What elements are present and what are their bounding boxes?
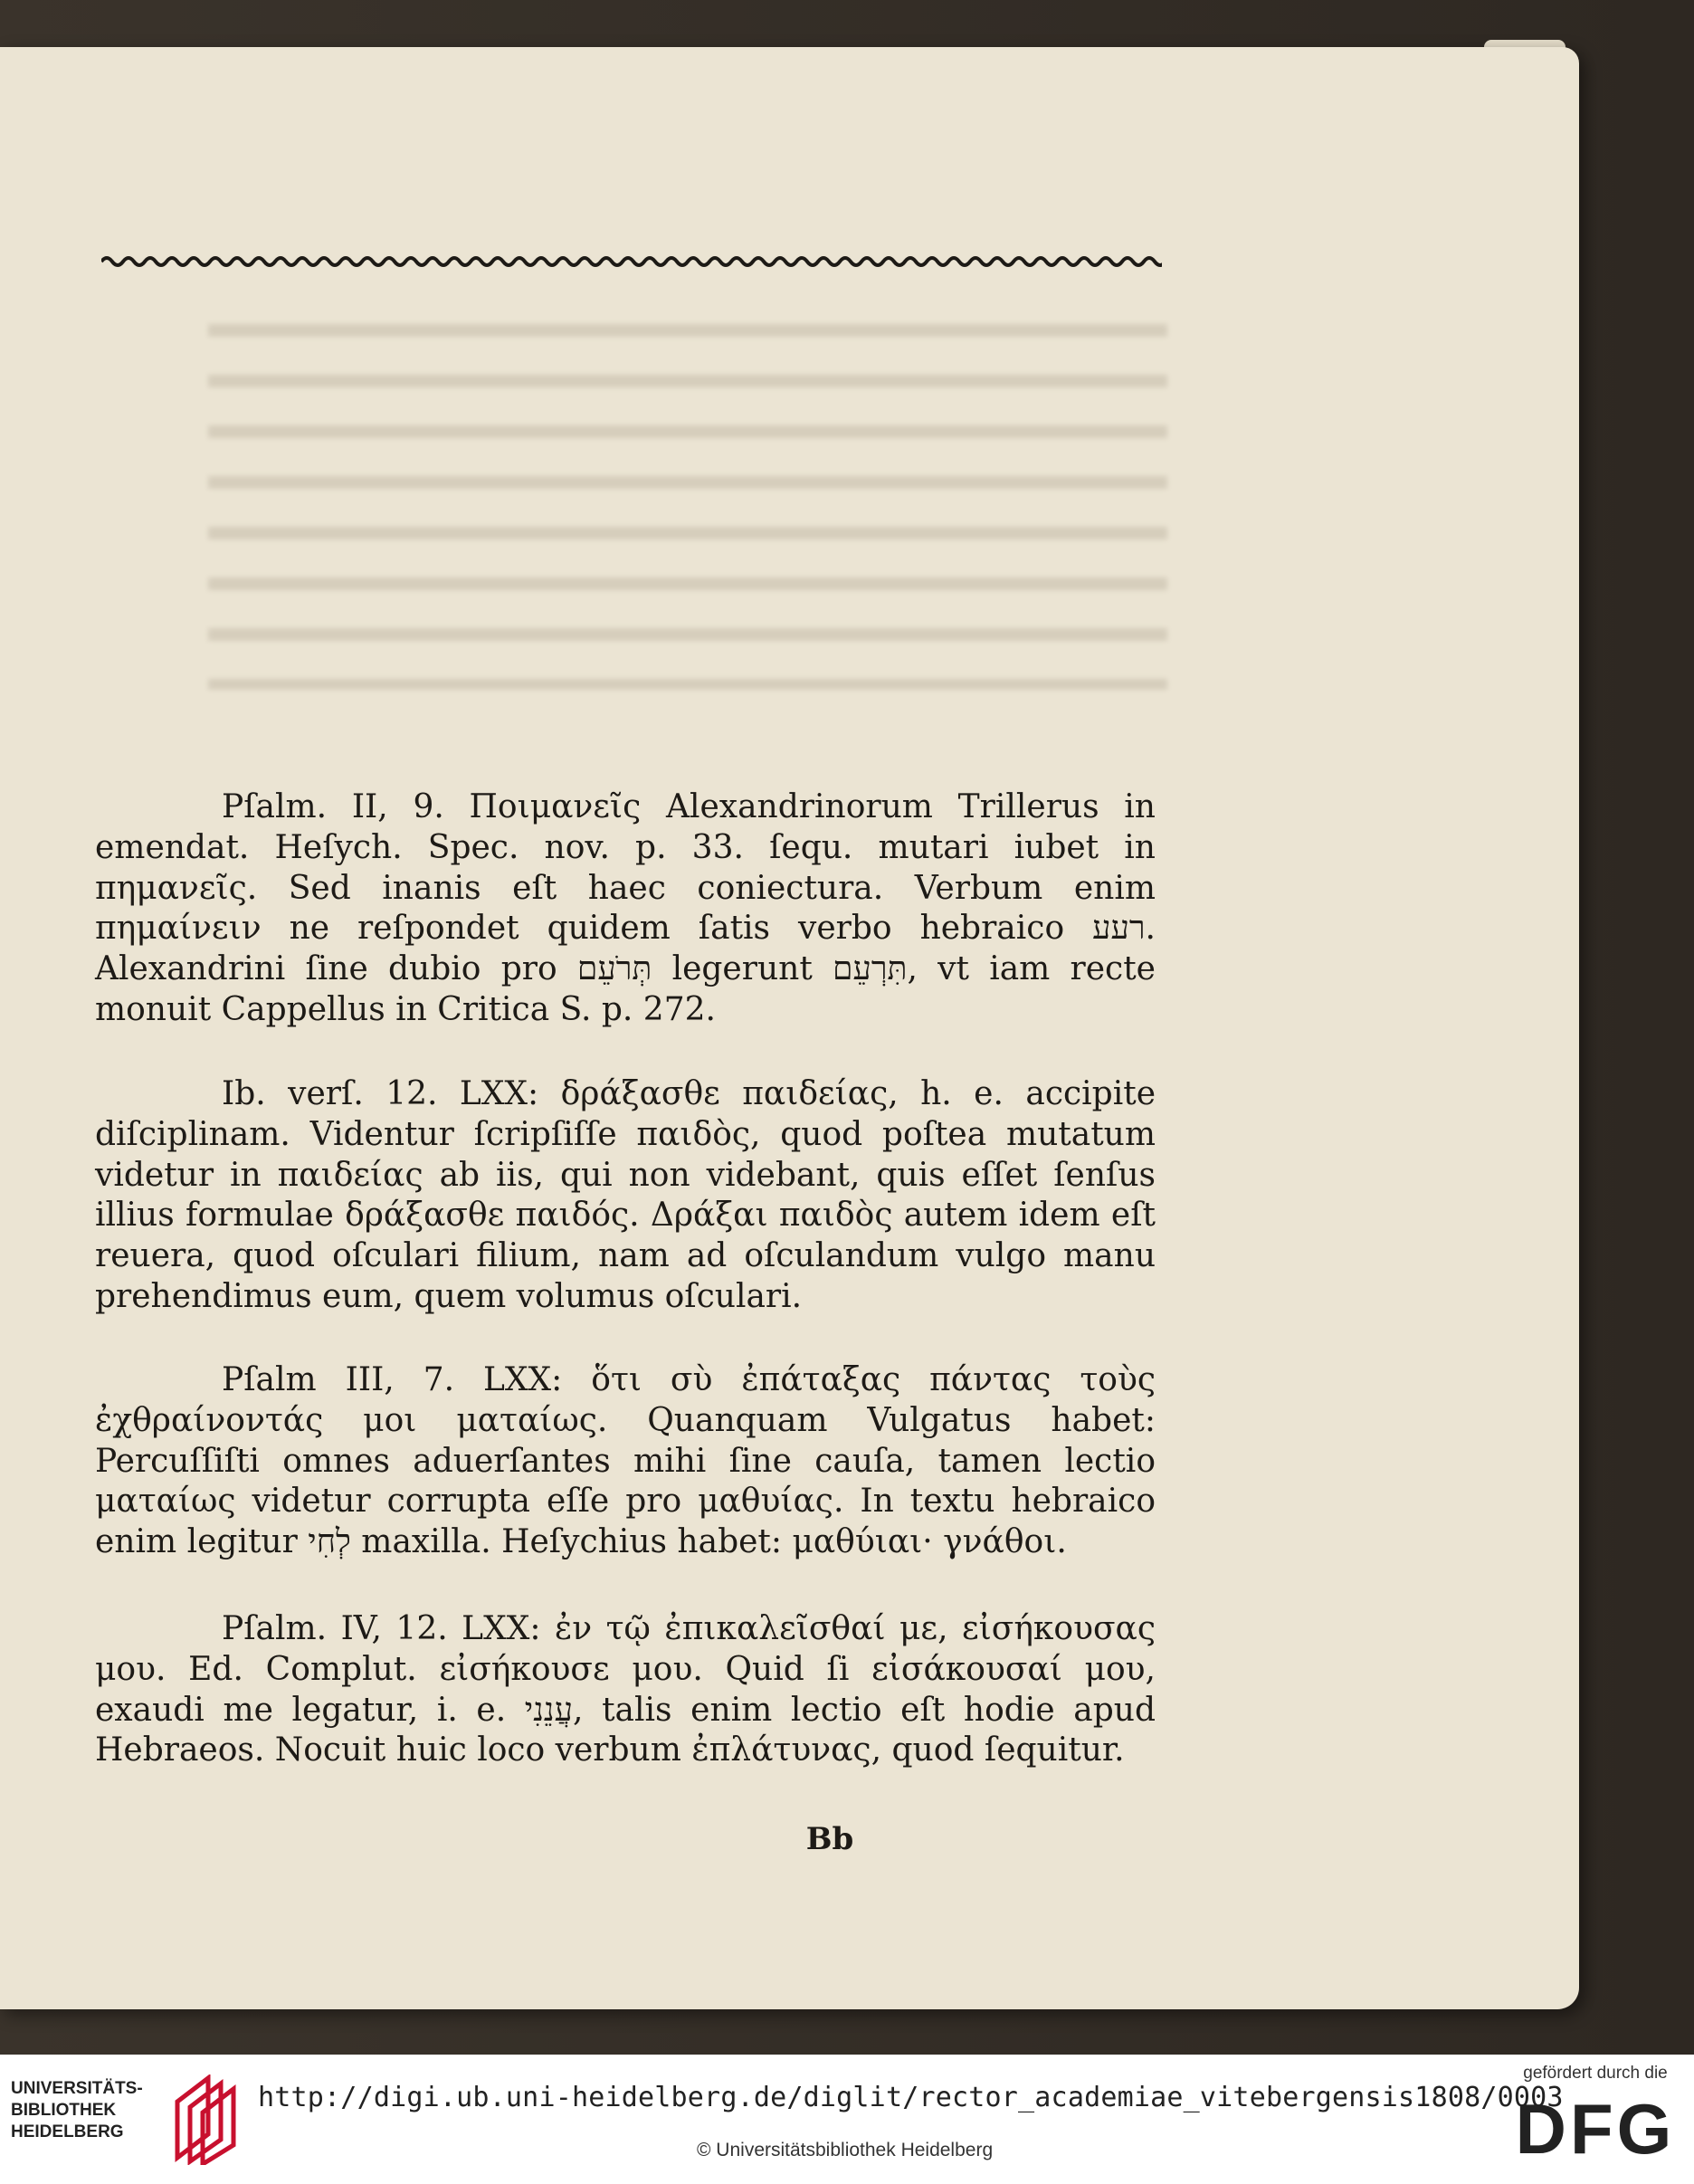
sponsor-label: gefördert durch die (1523, 2064, 1668, 2083)
paragraph-psalm-2-12: Ib. verſ. 12. LXX: δράξασθε παιδείας, h. e. accipite diſciplinam. Videntur ſcripſiſſe παιδὸς, quod poſtea mutatum videtur in παιδείας ab iis, qui non videbant, quis eſſet ſenſus illius formulae δράξασθε παιδός. Δράξαι παιδὸς autem idem eſt reuera, quod oſculari filium, nam ad oſculandum vulgo manu prehendimus eum, quem volumus oſculari. (95, 1075, 1156, 1315)
paragraph-psalm-3-7: Pſalm III, 7. LXX: ὅτι σὺ ἐπάταξας πάντας τοὺς ἐχθραίνοντάς μοι ματαίως. Quanquam Vulgatus habet: Percuſſiſti omnes aduerſantes mihi ſine cauſa, tamen lectio ματαίως videtur corrupta eſſe pro μαθυίας. In textu hebraico enim legitur לְחִי maxilla. Heſychius habet: μαθύιαι· γνάθοι. (95, 1361, 1156, 1561)
permalink-url[interactable]: http://digi.ub.uni-heidelberg.de/diglit/rector_academiae_vitebergensis1808/0003 (258, 2082, 1564, 2113)
signature-mark: Bb (805, 1821, 854, 1857)
paragraph-psalm-2-9: Pſalm. II, 9. Ποιμανεῖς Alexandrinorum Trillerus in emendat. Heſych. Spec. nov. p. 33. ſequ. mutari iubet in πημανεῖς. Sed inanis eſt haec coniectura. Verbum enim πημαίνειν ne reſpondet quidem ſatis verbo hebraico רעע. Alexandrini ſine dubio pro תְּרֹעֵם legerunt תִּרְעֵם, vt iam recte monuit Cappellus in Critica S. p. 272. (95, 788, 1156, 1028)
sponsor-block[interactable] (1509, 2064, 1681, 2177)
paragraph-psalm-4-12: Pſalm. IV, 12. LXX: ἐν τῷ ἐπικαλεῖσθαί με, εἰσήκουσας μου. Ed. Complut. εἰσήκουσε μου. Quid ſi εἰσάκουσαί μου, exaudi me legatur, i. e. עֲנֵנִי, talis enim lectio eſt hodie apud Hebraeos. Nocuit huic loco verbum ἐπλάτυνας, quod ſequitur. (95, 1610, 1156, 1769)
dfg-logo-icon: DFG (1515, 2089, 1676, 2169)
library-name: UNIVERSITÄTS- BIBLIOTHEK HEIDELBERG (11, 2079, 143, 2141)
viewer-footer (0, 2055, 1694, 2184)
library-logo[interactable] (11, 2074, 246, 2165)
ub-heidelberg-book-icon (172, 2074, 243, 2165)
wavy-rule-ornament-icon (101, 252, 1162, 272)
book-page (0, 47, 1579, 2009)
show-through-text (208, 310, 1167, 690)
copyright-notice: © Universitätsbibliothek Heidelberg (697, 2140, 994, 2160)
